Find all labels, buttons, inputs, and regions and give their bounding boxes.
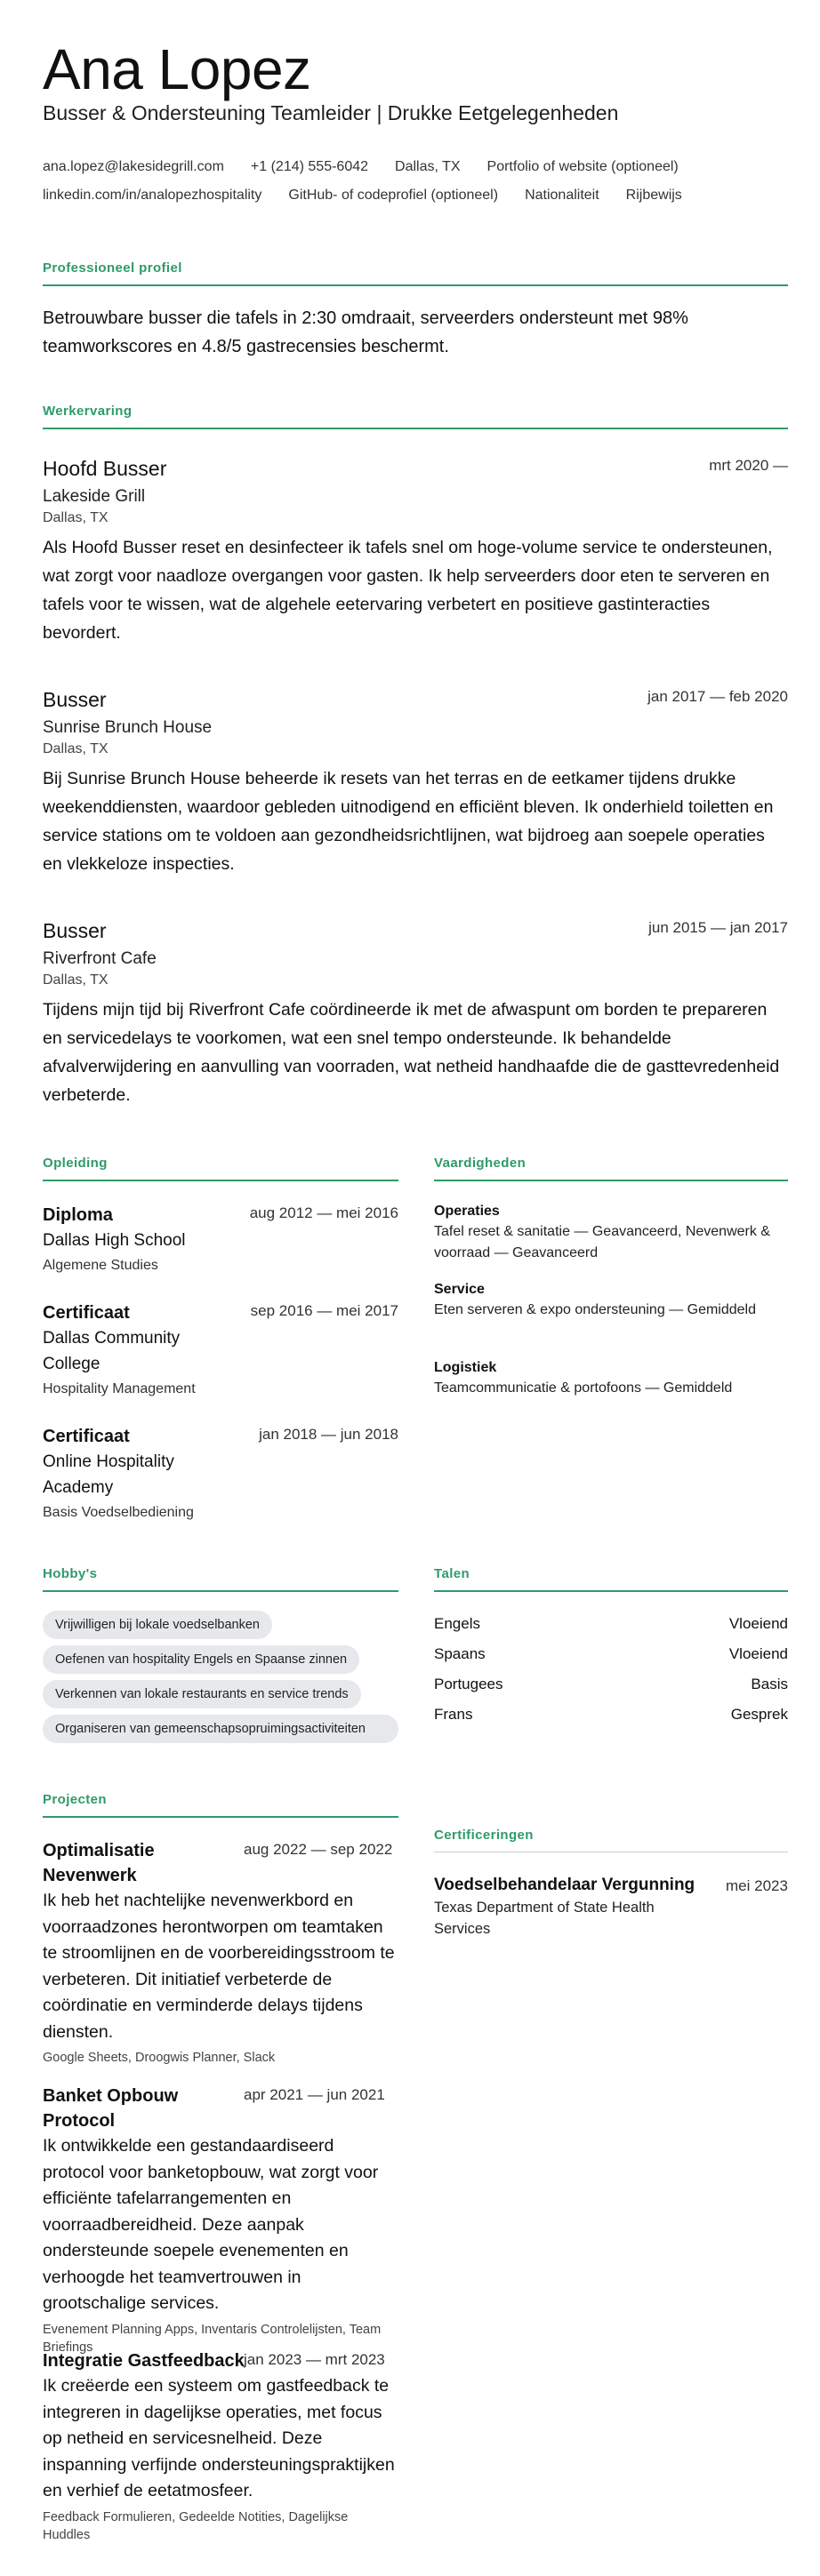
job-description: Als Hoofd Busser reset en desinfecteer ik tafels snel om hoge-volume service te ondersteunen, wat zorgt voor naadloze overgangen voor gasten. Ik help serveerders door eten te serveren en tafels voor te wissen, wat de algehele eetervaring verbetert en positieve gastinteracties bevordert. <box>43 538 773 643</box>
skill-items: Eten serveren & expo ondersteuning — Gemiddeld <box>434 1302 756 1317</box>
skill-group <box>434 1358 788 1399</box>
contact-line-2 <box>43 187 788 204</box>
project-entry <box>43 2348 398 2544</box>
certification-name: Voedselbehandelaar Vergunning <box>434 1876 695 1894</box>
job-date: jan 2017 — feb 2020 <box>647 688 788 705</box>
profile-divider <box>43 284 788 286</box>
contact-portfolio[interactable]: Portfolio of website (optioneel) <box>486 159 679 174</box>
job-title: Busser <box>43 688 107 711</box>
language-level: Vloeiend <box>728 1615 788 1632</box>
language-name: Frans <box>434 1706 473 1723</box>
job-location: Dallas, TX <box>43 741 109 756</box>
education-field: Hospitality Management <box>43 1381 196 1396</box>
education-entry <box>43 1203 398 1276</box>
contact-github[interactable]: GitHub- of codeprofiel (optioneel) <box>288 188 499 203</box>
job-location: Dallas, TX <box>43 972 109 988</box>
contact-line-1 <box>43 158 788 176</box>
job-date: jun 2015 — jan 2017 <box>648 919 788 936</box>
education-type: Certificaat <box>43 1303 130 1323</box>
project-description: Ik ontwikkelde een gestandaardiseerd protocol voor banketopbouw, wat zorgt voor efficiënte tafelarrangementen en voorraadbereidheid. Deze aanpak ondersteunde soepele evenementen en verhoogde het teamvertrouwen in grootschalige services. <box>43 2136 379 2313</box>
project-tech: Evenement Planning Apps, Inventaris Controlelijsten, Team Briefings <box>43 2322 382 2355</box>
profile-text: Betrouwbare busser die tafels in 2:30 omdraait, serveerders ondersteunt met 98% teamworkscores en 4.8/5 gastrecensies beschermt. <box>43 308 688 356</box>
language-name: Portugees <box>434 1676 503 1692</box>
job-title: Busser <box>43 919 107 942</box>
education-divider <box>43 1180 398 1181</box>
education-school: Dallas Community College <box>43 1329 181 1373</box>
hobby-chip: Vrijwilligen bij lokale voedselbanken <box>43 1611 272 1639</box>
languages-section <box>434 1566 788 1744</box>
education-section <box>43 1156 398 1520</box>
education-entry <box>43 1300 398 1400</box>
profile-heading: Professioneel profiel <box>43 260 182 276</box>
contact-location: Dallas, TX <box>395 159 461 174</box>
job-company: Riverfront Cafe <box>43 949 157 968</box>
project-entry <box>43 1838 398 2067</box>
education-school: Online Hospitality Academy <box>43 1452 174 1497</box>
skill-category: Logistiek <box>434 1360 497 1375</box>
language-name: Spaans <box>434 1645 486 1662</box>
experience-divider <box>43 428 788 429</box>
experience-heading: Werkervaring <box>43 404 133 419</box>
language-row <box>434 1644 788 1664</box>
skill-category: Operaties <box>434 1204 500 1219</box>
education-school: Dallas High School <box>43 1231 186 1250</box>
contact-email[interactable]: ana.lopez@lakesidegrill.com <box>43 159 224 174</box>
education-type: Diploma <box>43 1205 113 1225</box>
job-description: Tijdens mijn tijd bij Riverfront Cafe coördineerde ik met de afwaspunt om borden te prepareren en servicedelays te voorkomen, wat een snel tempo ondersteunde. Ik behandelde afvalverwijdering en aanvulling van voorraden, wat netheid handhaafde die de gasttevredenheid verbeterde. <box>43 1000 780 1105</box>
education-type: Certificaat <box>43 1427 130 1446</box>
project-date: aug 2022 — sep 2022 <box>244 1841 393 1858</box>
language-level: Basis <box>751 1676 788 1692</box>
job-company: Sunrise Brunch House <box>43 718 213 737</box>
project-description: Ik heb het nachtelijke nevenwerkbord en voorraadzones herontworpen om teamtaken te stroomlijnen en de voorbereidingsstroom te verbeteren. Dit initiatief verbeterde de coördinatie en verminderde delays tijdens diensten. <box>43 1891 395 2042</box>
hobby-chip: Oefenen van hospitality Engels en Spaanse zinnen <box>43 1645 359 1674</box>
skill-group <box>434 1280 788 1321</box>
hobby-chip: Organiseren van gemeenschapsopruimingsactiviteiten <box>43 1715 398 1743</box>
project-date: apr 2021 — jun 2021 <box>244 2086 385 2103</box>
project-tech: Feedback Formulieren, Gedeelde Notities, Dagelijkse Huddles <box>43 2509 349 2542</box>
project-tech: Google Sheets, Droogwis Planner, Slack <box>43 2051 276 2065</box>
language-row <box>434 1675 788 1694</box>
job-entry <box>43 455 788 647</box>
education-date: sep 2016 — mei 2017 <box>250 1302 398 1319</box>
hobbies-divider <box>43 1590 398 1592</box>
projects-heading: Projecten <box>43 1792 107 1807</box>
contact-license: Rijbewijs <box>625 188 682 203</box>
certifications-section <box>434 1828 788 2005</box>
language-level: Vloeiend <box>728 1645 788 1662</box>
language-name: Engels <box>434 1615 480 1632</box>
skill-items: Tafel reset & sanitatie — Geavanceerd, Nevenwerk & voorraad — Geavanceerd <box>434 1224 770 1260</box>
skill-items: Teamcommunicatie & portofoons — Gemiddeld <box>434 1380 733 1396</box>
language-row <box>434 1705 788 1724</box>
project-description: Ik creëerde een systeem om gastfeedback te integreren in dagelijkse operaties, met focus op netheid en servicesnelheid. Deze inspanning verfijnde ondersteuningspraktijken en verhief de eetatmosfeer. <box>43 2376 395 2500</box>
languages-heading: Talen <box>434 1566 470 1581</box>
languages-divider <box>434 1590 788 1592</box>
contact-linkedin[interactable]: linkedin.com/in/analopezhospitality <box>43 188 262 203</box>
hobby-chip: Verkennen van lokale restaurants en service trends <box>43 1680 361 1708</box>
job-description: Bij Sunrise Brunch House beheerde ik resets van het terras en de eetkamer tijdens drukke weekenddiensten, waardoor gebleden uitnodigend en efficiënt bleven. Ik onderhield toiletten en service stations om te voldoen aan gezondheidsrichtlijnen, wat bijdroeg aan soepele operaties en vlekkeloze inspecties. <box>43 769 774 874</box>
certification-entry <box>434 1874 788 1940</box>
contact-phone[interactable]: +1 (214) 555-6042 <box>250 159 369 174</box>
certifications-heading: Certificeringen <box>434 1828 534 1843</box>
project-date: jan 2023 — mrt 2023 <box>244 2351 385 2368</box>
skill-group <box>434 1202 788 1264</box>
education-date: jan 2018 — jun 2018 <box>259 1426 398 1443</box>
project-name: Optimalisatie Nevenwerk <box>43 1841 155 1885</box>
job-entry <box>43 686 788 878</box>
project-name: Integratie Gastfeedback <box>43 2351 245 2371</box>
education-field: Algemene Studies <box>43 1258 158 1273</box>
skills-section <box>434 1156 788 1422</box>
projects-section <box>43 1792 398 2574</box>
certification-issuer: Texas Department of State Health Services <box>434 1900 655 1937</box>
education-entry <box>43 1424 398 1524</box>
education-heading: Opleiding <box>43 1156 108 1171</box>
project-name: Banket Opbouw Protocol <box>43 2086 179 2131</box>
language-row <box>434 1614 788 1634</box>
skills-heading: Vaardigheden <box>434 1156 527 1171</box>
contact-nationality: Nationaliteit <box>525 188 599 203</box>
skills-divider <box>434 1180 788 1181</box>
hobbies-section <box>43 1566 398 1762</box>
candidate-subtitle: Busser & Ondersteuning Teamleider | Drukke Eetgelegenheden <box>43 101 619 124</box>
project-entry <box>43 2084 398 2356</box>
language-level: Gesprek <box>730 1706 788 1723</box>
education-date: aug 2012 — mei 2016 <box>249 1204 398 1221</box>
job-entry <box>43 917 788 1109</box>
education-field: Basis Voedselbediening <box>43 1505 194 1520</box>
job-title: Hoofd Busser <box>43 457 167 480</box>
skill-category: Service <box>434 1282 485 1297</box>
job-company: Lakeside Grill <box>43 487 146 506</box>
job-location: Dallas, TX <box>43 510 109 525</box>
job-date: mrt 2020 — <box>709 457 788 474</box>
projects-divider <box>43 1816 398 1818</box>
candidate-name: Ana Lopez <box>43 37 311 101</box>
certification-date: mei 2023 <box>726 1877 788 1894</box>
hobbies-heading: Hobby's <box>43 1566 98 1581</box>
